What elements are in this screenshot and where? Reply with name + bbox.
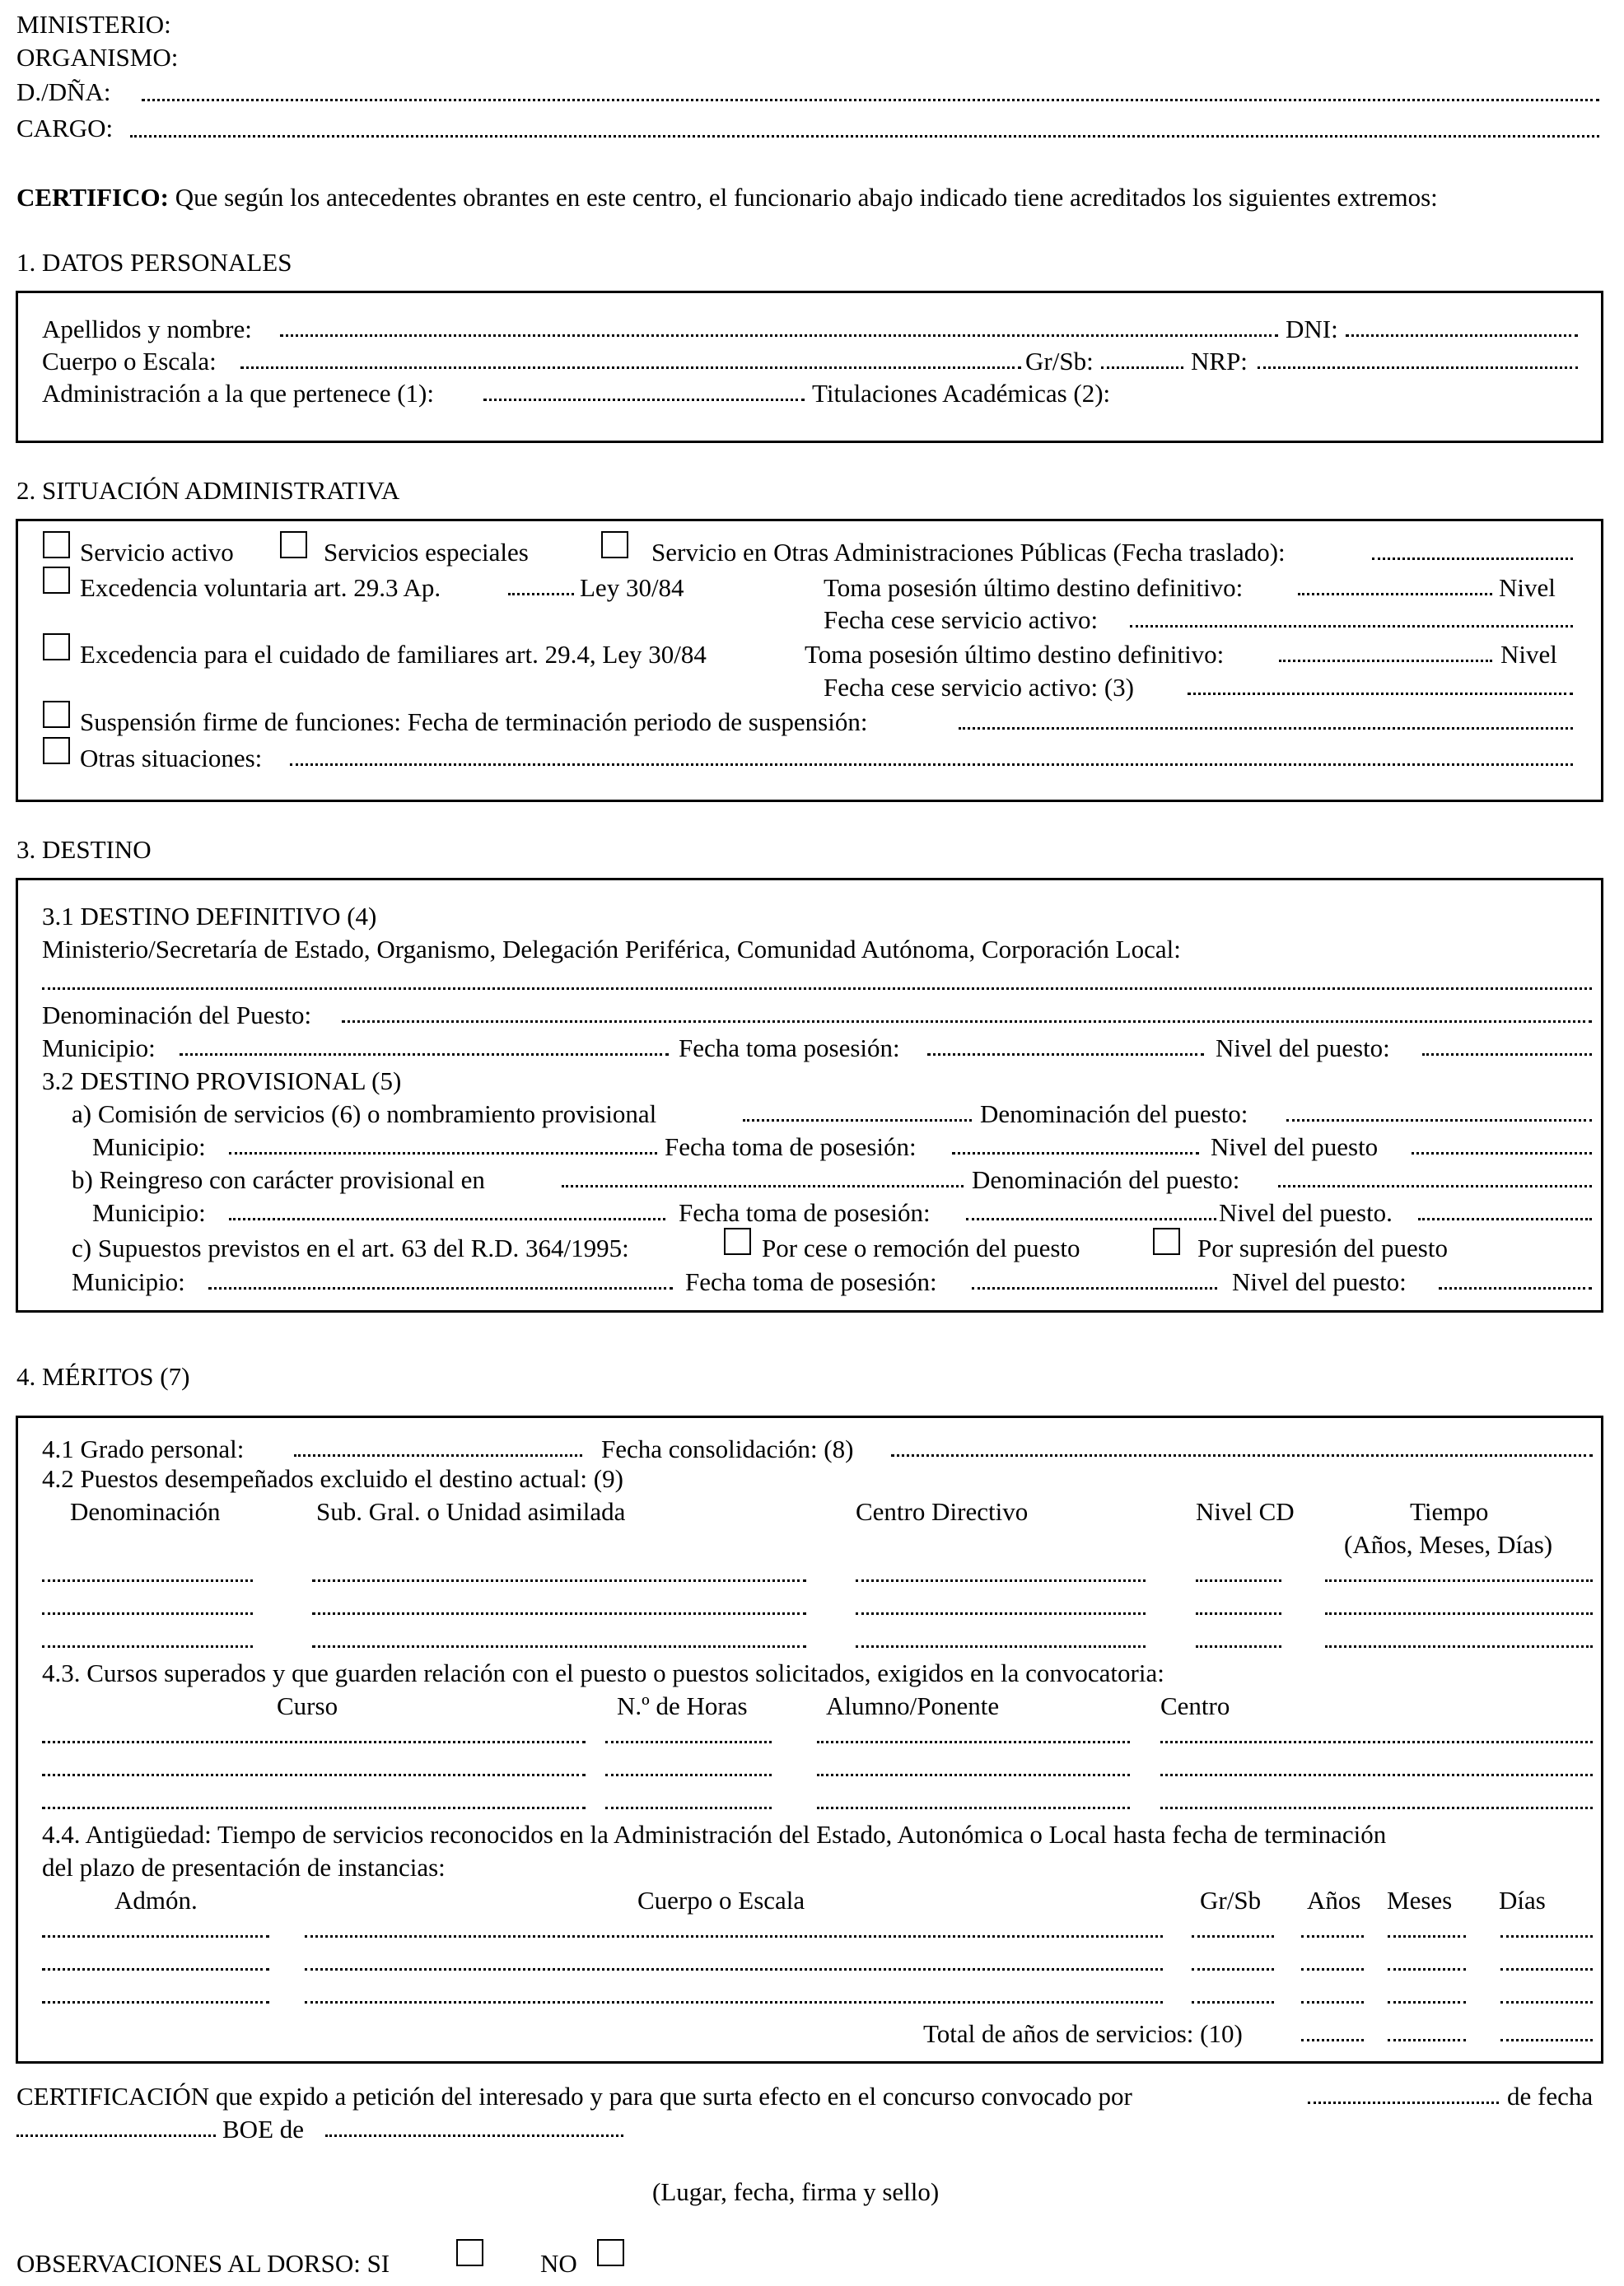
- puestos-row1-centro[interactable]: [856, 1579, 1146, 1582]
- cargo-field[interactable]: [130, 135, 1599, 138]
- observaciones-label: OBSERVACIONES AL DORSO: SI: [16, 2249, 390, 2278]
- excedencia-voluntaria-label: Excedencia voluntaria art. 29.3 Ap.: [80, 573, 441, 602]
- puestos-row3-centro[interactable]: [856, 1645, 1146, 1648]
- puestos-row3-tiempo[interactable]: [1325, 1645, 1593, 1648]
- dni-label: DNI:: [1286, 315, 1338, 343]
- grado-field[interactable]: [294, 1454, 582, 1457]
- dona-field[interactable]: [142, 99, 1599, 101]
- col-anos: Años: [1307, 1886, 1361, 1915]
- ministerio-line-label: Ministerio/Secretaría de Estado, Organismo, Delegación Periférica, Comunidad Autónoma, Corporación Local:: [42, 935, 1181, 963]
- denominacion-field[interactable]: [342, 1020, 1592, 1023]
- convocado-por-field[interactable]: [1308, 2102, 1499, 2104]
- nivel-a-field[interactable]: [1412, 1152, 1592, 1155]
- grsb-label: Gr/Sb:: [1025, 347, 1094, 376]
- nrp-field[interactable]: [1258, 366, 1578, 369]
- personal-data-box: [16, 291, 1603, 443]
- section1-title: 1. DATOS PERSONALES: [16, 248, 292, 277]
- fecha-cese-field[interactable]: [1130, 625, 1573, 627]
- cargo-label: CARGO:: [16, 114, 114, 142]
- col-alumno: Alumno/Ponente: [826, 1691, 1000, 1720]
- cursos-row1-curso[interactable]: [42, 1741, 586, 1743]
- boe-label: BOE de: [222, 2115, 305, 2144]
- puestos-row1-tiempo[interactable]: [1325, 1579, 1593, 1582]
- otras-admin-field[interactable]: [1372, 558, 1573, 560]
- fecha-toma-label: Fecha toma posesión:: [679, 1033, 900, 1062]
- toma-posesion-2-field[interactable]: [1279, 660, 1492, 662]
- municipio-a-label: Municipio:: [92, 1132, 206, 1161]
- antiguedad-label-2: del plazo de presentación de instancias:: [42, 1853, 446, 1882]
- destino-provisional-title: 3.2 DESTINO PROVISIONAL (5): [42, 1066, 402, 1095]
- puestos-row2-subgral[interactable]: [312, 1612, 806, 1615]
- admin-label: Administración a la que pertenece (1):: [42, 379, 434, 408]
- observaciones-no-checkbox[interactable]: [597, 2239, 624, 2266]
- por-supresion-checkbox[interactable]: [1153, 1228, 1180, 1255]
- col-tiempo-sub: (Años, Meses, Días): [1344, 1530, 1553, 1559]
- organismo-label: ORGANISMO:: [16, 43, 179, 72]
- nrp-label: NRP:: [1191, 347, 1248, 376]
- fecha-cese-3-field[interactable]: [1188, 693, 1573, 695]
- antig-row3-admon[interactable]: [42, 2001, 269, 2004]
- fecha-toma-b-field[interactable]: [966, 1218, 1216, 1220]
- antig-row2-cuerpo[interactable]: [305, 1968, 1163, 1971]
- nivel-c-field[interactable]: [1439, 1287, 1592, 1290]
- puestos-row2-nivel[interactable]: [1196, 1612, 1281, 1615]
- antig-row2-dias[interactable]: [1500, 1968, 1593, 1971]
- ministerio-label: MINISTERIO:: [16, 10, 171, 39]
- municipio-c-field[interactable]: [208, 1287, 673, 1290]
- antig-row3-meses[interactable]: [1388, 2001, 1466, 2004]
- antig-row1-dias[interactable]: [1500, 1935, 1593, 1938]
- grsb-field[interactable]: [1101, 366, 1183, 369]
- nivel-puesto-label: Nivel del puesto:: [1216, 1033, 1390, 1062]
- section3-title: 3. DESTINO: [16, 835, 152, 864]
- antig-row1-anos[interactable]: [1301, 1935, 1364, 1938]
- antig-row2-grsb[interactable]: [1192, 1968, 1274, 1971]
- cursos-row3-centro[interactable]: [1160, 1807, 1593, 1809]
- municipio-label: Municipio:: [42, 1033, 156, 1062]
- puestos-row3-nivel[interactable]: [1196, 1645, 1281, 1648]
- toma-posesion-label: Toma posesión último destino definitivo:: [824, 573, 1244, 602]
- cursos-row1-centro[interactable]: [1160, 1741, 1593, 1743]
- reingreso-label: b) Reingreso con carácter provisional en: [72, 1165, 485, 1194]
- cuerpo-field[interactable]: [240, 366, 1021, 369]
- excedencia-cuidado-checkbox[interactable]: [43, 633, 70, 660]
- total-anos-field[interactable]: [1301, 2039, 1364, 2041]
- section2-title: 2. SITUACIÓN ADMINISTRATIVA: [16, 476, 400, 505]
- cuerpo-label: Cuerpo o Escala:: [42, 347, 217, 376]
- puestos-row2-tiempo[interactable]: [1325, 1612, 1593, 1615]
- excedencia-cuidado-label: Excedencia para el cuidado de familiares art. 29.4, Ley 30/84: [80, 640, 707, 669]
- por-cese-checkbox[interactable]: [724, 1228, 751, 1255]
- cursos-row3-alumno[interactable]: [817, 1807, 1130, 1809]
- puestos-row2-centro[interactable]: [856, 1612, 1146, 1615]
- ley-label: Ley 30/84: [580, 573, 684, 602]
- de-fecha-label: de fecha: [1507, 2082, 1594, 2111]
- observaciones-si-checkbox[interactable]: [456, 2239, 483, 2266]
- antig-row1-cuerpo[interactable]: [305, 1935, 1163, 1938]
- puestos-label: 4.2 Puestos desempeñados excluido el destino actual: (9): [42, 1464, 623, 1493]
- antig-row1-grsb[interactable]: [1192, 1935, 1274, 1938]
- municipio-field[interactable]: [180, 1053, 669, 1056]
- admin-field[interactable]: [483, 399, 805, 401]
- dni-field[interactable]: [1346, 334, 1578, 337]
- toma-posesion-field[interactable]: [1298, 593, 1492, 595]
- col-subgral: Sub. Gral. o Unidad asimilada: [316, 1497, 626, 1526]
- por-cese-label: Por cese o remoción del puesto: [762, 1234, 1080, 1262]
- denominacion-b-field[interactable]: [1278, 1185, 1592, 1187]
- admin-situation-box: [16, 519, 1603, 802]
- otras-admin-label: Servicio en Otras Administraciones Públicas (Fecha traslado):: [651, 538, 1286, 567]
- antig-row2-meses[interactable]: [1388, 1968, 1466, 1971]
- col-cuerpo: Cuerpo o Escala: [637, 1886, 805, 1915]
- fecha-toma-a-label: Fecha toma de posesión:: [665, 1132, 917, 1161]
- servicio-activo-checkbox[interactable]: [43, 531, 70, 558]
- total-meses-field[interactable]: [1388, 2039, 1466, 2041]
- cursos-row2-horas[interactable]: [605, 1774, 772, 1776]
- col-grsb: Gr/Sb: [1200, 1886, 1262, 1915]
- dona-label: D./DÑA:: [16, 77, 111, 106]
- nivel-c-label: Nivel del puesto:: [1232, 1267, 1407, 1296]
- puestos-row1-subgral[interactable]: [312, 1579, 806, 1582]
- meritos-box: [16, 1416, 1603, 2064]
- total-label: Total de años de servicios: (10): [923, 2019, 1243, 2048]
- fecha-consolidacion-label: Fecha consolidación: (8): [601, 1435, 854, 1463]
- antig-row1-admon[interactable]: [42, 1935, 269, 1938]
- municipio-b-field[interactable]: [229, 1218, 665, 1220]
- comision-label: a) Comisión de servicios (6) o nombramiento provisional: [72, 1099, 657, 1128]
- col-tiempo: Tiempo: [1410, 1497, 1489, 1526]
- antig-row1-meses[interactable]: [1388, 1935, 1466, 1938]
- ministerio-line-field[interactable]: [42, 987, 1592, 990]
- comision-field[interactable]: [743, 1119, 972, 1122]
- fecha-field[interactable]: [16, 2134, 216, 2137]
- col-denominacion: Denominación: [70, 1497, 221, 1526]
- suspension-label: Suspensión firme de funciones: Fecha de terminación periodo de suspensión:: [80, 707, 868, 736]
- puestos-row2-denominacion[interactable]: [42, 1612, 253, 1615]
- por-supresion-label: Por supresión del puesto: [1197, 1234, 1448, 1262]
- col-meses: Meses: [1387, 1886, 1453, 1915]
- nivel-b-field[interactable]: [1418, 1218, 1592, 1220]
- nivel-a-label: Nivel del puesto: [1211, 1132, 1379, 1161]
- section4-title: 4. MÉRITOS (7): [16, 1362, 190, 1391]
- certifico-bold: CERTIFICO:: [16, 183, 169, 212]
- boe-field[interactable]: [325, 2134, 623, 2137]
- col-horas: N.º de Horas: [617, 1691, 748, 1720]
- apellidos-label: Apellidos y nombre:: [42, 315, 252, 343]
- denominacion-b-label: Denominación del puesto:: [972, 1165, 1240, 1194]
- antig-row3-grsb[interactable]: [1192, 2001, 1274, 2004]
- cursos-row1-horas[interactable]: [605, 1741, 772, 1743]
- antig-row3-anos[interactable]: [1301, 2001, 1364, 2004]
- certifico-text: Que según los antecedentes obrantes en este centro, el funcionario abajo indicado tiene acreditados los siguientes extremos:: [175, 183, 1438, 212]
- certificacion-text: CERTIFICACIÓN que expido a petición del interesado y para que surta efecto en el concurso convocado por: [16, 2082, 1132, 2111]
- fecha-toma-a-field[interactable]: [952, 1152, 1199, 1155]
- certifico-line: [16, 184, 1438, 210]
- cursos-row3-horas[interactable]: [605, 1807, 772, 1809]
- servicio-activo-label: Servicio activo: [80, 538, 234, 567]
- cursos-row2-alumno[interactable]: [817, 1774, 1130, 1776]
- fecha-consolidacion-field[interactable]: [891, 1454, 1593, 1457]
- puestos-row1-denominacion[interactable]: [42, 1579, 253, 1582]
- antig-row3-dias[interactable]: [1500, 2001, 1593, 2004]
- grado-label: 4.1 Grado personal:: [42, 1435, 245, 1463]
- antiguedad-label-1: 4.4. Antigüedad: Tiempo de servicios reconocidos en la Administración del Estado, Autonómica o Local hasta fecha de terminación: [42, 1820, 1387, 1849]
- denominacion-a-field[interactable]: [1286, 1119, 1592, 1122]
- fecha-toma-c-label: Fecha toma de posesión:: [685, 1267, 937, 1296]
- titulaciones-label: Titulaciones Académicas (2):: [812, 379, 1111, 408]
- fecha-cese-label: Fecha cese servicio activo:: [824, 605, 1099, 634]
- fecha-toma-b-label: Fecha toma de posesión:: [679, 1198, 931, 1227]
- municipio-c-label: Municipio:: [72, 1267, 185, 1296]
- lugar-fecha-firma: (Lugar, fecha, firma y sello): [652, 2177, 940, 2206]
- cursos-row3-curso[interactable]: [42, 1807, 586, 1809]
- fecha-toma-c-field[interactable]: [972, 1287, 1217, 1290]
- col-centro: Centro: [1160, 1691, 1230, 1720]
- supuestos-label: c) Supuestos previstos en el art. 63 del R.D. 364/1995:: [72, 1234, 629, 1262]
- excedencia-apartado-field[interactable]: [508, 593, 574, 595]
- otras-admin-checkbox[interactable]: [601, 531, 628, 558]
- suspension-field[interactable]: [959, 727, 1573, 730]
- denominacion-a-label: Denominación del puesto:: [980, 1099, 1248, 1128]
- total-dias-field[interactable]: [1500, 2039, 1593, 2041]
- col-centro-directivo: Centro Directivo: [856, 1497, 1029, 1526]
- fecha-toma-field[interactable]: [927, 1053, 1204, 1056]
- municipio-b-label: Municipio:: [92, 1198, 206, 1227]
- observaciones-no-label: NO: [540, 2249, 577, 2278]
- servicios-especiales-checkbox[interactable]: [280, 531, 307, 558]
- destino-definitivo-title: 3.1 DESTINO DEFINITIVO (4): [42, 902, 377, 931]
- cursos-row1-alumno[interactable]: [817, 1741, 1130, 1743]
- otras-situaciones-field[interactable]: [290, 763, 1573, 766]
- cursos-row2-centro[interactable]: [1160, 1774, 1593, 1776]
- reingreso-field[interactable]: [562, 1185, 964, 1187]
- puestos-row1-nivel[interactable]: [1196, 1579, 1281, 1582]
- cursos-row2-curso[interactable]: [42, 1774, 586, 1776]
- col-dias: Días: [1499, 1886, 1546, 1915]
- puestos-row3-denominacion[interactable]: [42, 1645, 253, 1648]
- otras-situaciones-label: Otras situaciones:: [80, 744, 263, 772]
- col-curso: Curso: [277, 1691, 338, 1720]
- servicios-especiales-label: Servicios especiales: [324, 538, 529, 567]
- col-admon: Admón.: [114, 1886, 198, 1915]
- toma-posesion-2-label: Toma posesión último destino definitivo:: [805, 640, 1225, 669]
- nivel-b-label: Nivel del puesto.: [1219, 1198, 1393, 1227]
- nivel-label: Nivel: [1499, 573, 1556, 602]
- denominacion-label: Denominación del Puesto:: [42, 1001, 312, 1029]
- apellidos-field[interactable]: [280, 334, 1278, 337]
- col-nivel-cd: Nivel CD: [1196, 1497, 1295, 1526]
- antig-row3-cuerpo[interactable]: [305, 2001, 1163, 2004]
- antig-row2-admon[interactable]: [42, 1968, 269, 1971]
- nivel-2-label: Nivel: [1500, 640, 1557, 669]
- excedencia-voluntaria-checkbox[interactable]: [43, 567, 70, 594]
- antig-row2-anos[interactable]: [1301, 1968, 1364, 1971]
- otras-situaciones-checkbox[interactable]: [43, 737, 70, 764]
- cursos-label: 4.3. Cursos superados y que guarden relación con el puesto o puestos solicitados, exigidos en la convocatoria:: [42, 1659, 1164, 1687]
- destino-box: [16, 878, 1603, 1313]
- municipio-a-field[interactable]: [229, 1152, 657, 1155]
- nivel-puesto-field[interactable]: [1422, 1053, 1592, 1056]
- puestos-row3-subgral[interactable]: [312, 1645, 806, 1648]
- suspension-checkbox[interactable]: [43, 701, 70, 728]
- fecha-cese-3-label: Fecha cese servicio activo: (3): [824, 673, 1134, 702]
